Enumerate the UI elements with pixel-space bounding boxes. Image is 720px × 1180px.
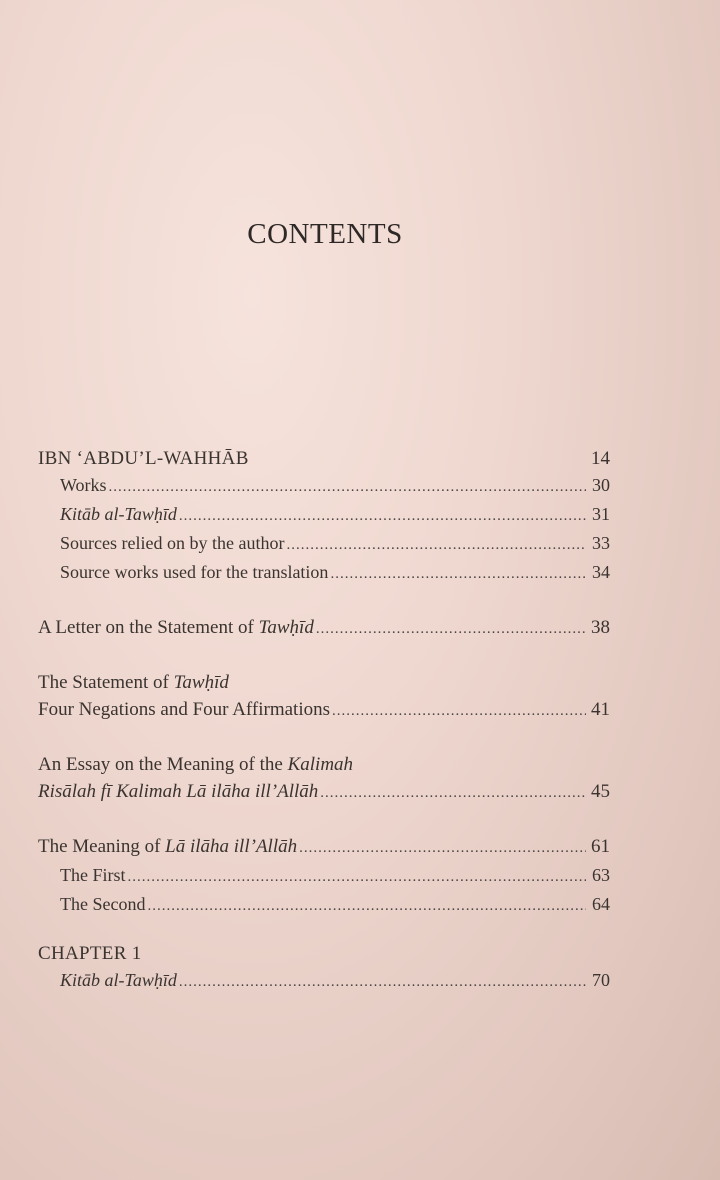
- toc-entry-title: The First: [60, 865, 126, 885]
- toc-subentry-works[interactable]: [38, 472, 610, 501]
- toc-entry-title-italic: Tawḥīd: [173, 672, 229, 693]
- toc-leader: [330, 561, 586, 588]
- toc-entry-title: CHAPTER 1: [38, 943, 142, 964]
- toc-entry-title: IBN ‘ABDU’L-WAHHĀB: [38, 448, 249, 469]
- toc-subentry-chapter-1-kitab[interactable]: [38, 967, 610, 996]
- toc-entry-title: The Statement of: [38, 672, 174, 693]
- toc-leader: [179, 969, 586, 996]
- toc-subentry-the-first[interactable]: [38, 862, 610, 891]
- toc-page-number: 38: [591, 617, 610, 638]
- toc-page-number: 41: [591, 699, 610, 720]
- toc-subentry-source-works[interactable]: [38, 559, 610, 588]
- toc-leader: [299, 835, 586, 862]
- toc-leader: [316, 616, 586, 643]
- toc-page-number: 70: [592, 970, 610, 990]
- toc-entry-title-italic: Tawḥīd: [258, 617, 314, 638]
- toc-entry-essay-line1[interactable]: [38, 751, 610, 778]
- toc-leader: [332, 698, 586, 725]
- toc-page-number: 45: [591, 781, 610, 802]
- toc-page-number: 64: [592, 894, 610, 914]
- toc-leader: [286, 532, 586, 559]
- toc-entry-title: Kitāb al-Tawḥīd: [60, 504, 177, 524]
- toc-leader: [320, 780, 586, 807]
- table-of-contents: [38, 445, 610, 996]
- toc-page-number: 61: [591, 836, 610, 857]
- page-title: CONTENTS: [247, 218, 403, 250]
- toc-entry-letter[interactable]: [38, 614, 610, 643]
- toc-entry-meaning[interactable]: [38, 833, 610, 862]
- toc-entry-title: The Second: [60, 894, 146, 914]
- toc-entry-title: Works: [60, 475, 107, 495]
- toc-page-number: 63: [592, 865, 610, 885]
- toc-entry-title: The Meaning of: [38, 836, 166, 857]
- toc-entry-statement-line2[interactable]: [38, 696, 610, 725]
- toc-entry-title: A Letter on the Statement of: [38, 617, 259, 638]
- toc-entry-title: An Essay on the Meaning of the: [38, 754, 288, 775]
- toc-entry-title: Four Negations and Four Affirmations: [38, 699, 331, 720]
- toc-entry-ibn-abdul-wahhab[interactable]: [38, 445, 610, 472]
- toc-entry-chapter-1[interactable]: [38, 940, 610, 967]
- toc-page-number: 14: [591, 448, 610, 469]
- toc-entry-title-italic: Kitāb al-Tawḥīd: [60, 970, 177, 990]
- toc-leader: [147, 893, 586, 920]
- toc-entry-title-italic: Risālah fī Kalimah Lā ilāha ill’Allāh: [38, 781, 319, 802]
- toc-entry-title: Sources relied on by the author: [60, 533, 285, 553]
- toc-leader: [179, 503, 586, 530]
- toc-page-number: 33: [592, 533, 610, 553]
- toc-entry-essay-line2[interactable]: [38, 778, 610, 807]
- toc-page-number: 30: [592, 475, 610, 495]
- toc-subentry-the-second[interactable]: [38, 891, 610, 920]
- toc-entry-title-italic: Lā ilāha ill’Allāh: [165, 836, 298, 857]
- toc-subentry-sources-relied-on[interactable]: [38, 530, 610, 559]
- toc-leader: [128, 864, 587, 891]
- toc-page-number: 34: [592, 562, 610, 582]
- toc-page-number: 31: [592, 504, 610, 524]
- toc-leader: [109, 474, 586, 501]
- toc-entry-title: Source works used for the translation: [60, 562, 329, 582]
- toc-entry-statement-line1[interactable]: [38, 669, 610, 696]
- toc-entry-title-italic: Kalimah: [287, 754, 354, 775]
- toc-subentry-kitab-al-tawhid[interactable]: [38, 501, 610, 530]
